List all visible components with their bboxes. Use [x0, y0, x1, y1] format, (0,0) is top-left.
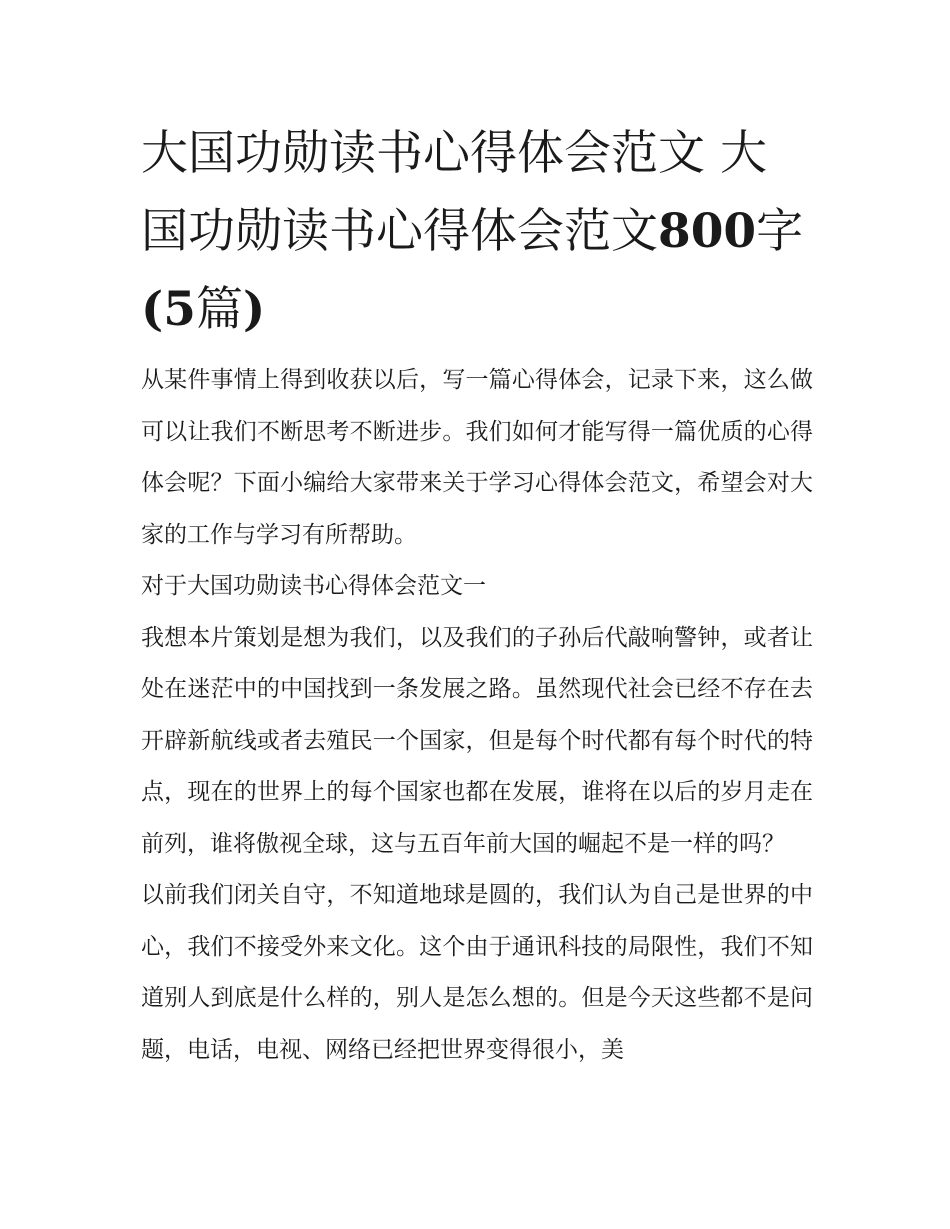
body-paragraph: 以前我们闭关自守，不知道地球是圆的，我们认为自己是世界的中心，我们不接受外来文化。这个由于通讯科技的局限性，我们不知道别人到底是什么样的，别人是怎么想的。但是今天这些都不是问题，电话，电视、网络已经把世界变得很小，美 — [141, 882, 813, 1063]
section-heading: 对于大国功勋读书心得体会范文一 — [141, 573, 486, 599]
document-page — [141, 115, 813, 1076]
intro-paragraph: 从某件事情上得到收获以后，写一篇心得体会，记录下来，这么做可以让我们不断思考不断进步。我们如何才能写得一篇优质的心得体会呢？下面小编给大家带来关于学习心得体会范文，希望会对大家的工作与学习有所帮助。 — [141, 367, 813, 548]
body-paragraph: 我想本片策划是想为我们，以及我们的子孙后代敲响警钟，或者让处在迷茫中的中国找到一条发展之路。虽然现代社会已经不存在去开辟新航线或者去殖民一个国家，但是每个时代都有每个时代的特点，现在的世界上的每个国家也都在发展，谁将在以后的岁月走在前列，谁将傲视全球，这与五百年前大国的崛起不是一样的吗？ — [141, 624, 813, 857]
document-title: 大国功勋读书心得体会范文 大国功勋读书心得体会范文800字(5篇) — [141, 126, 804, 337]
